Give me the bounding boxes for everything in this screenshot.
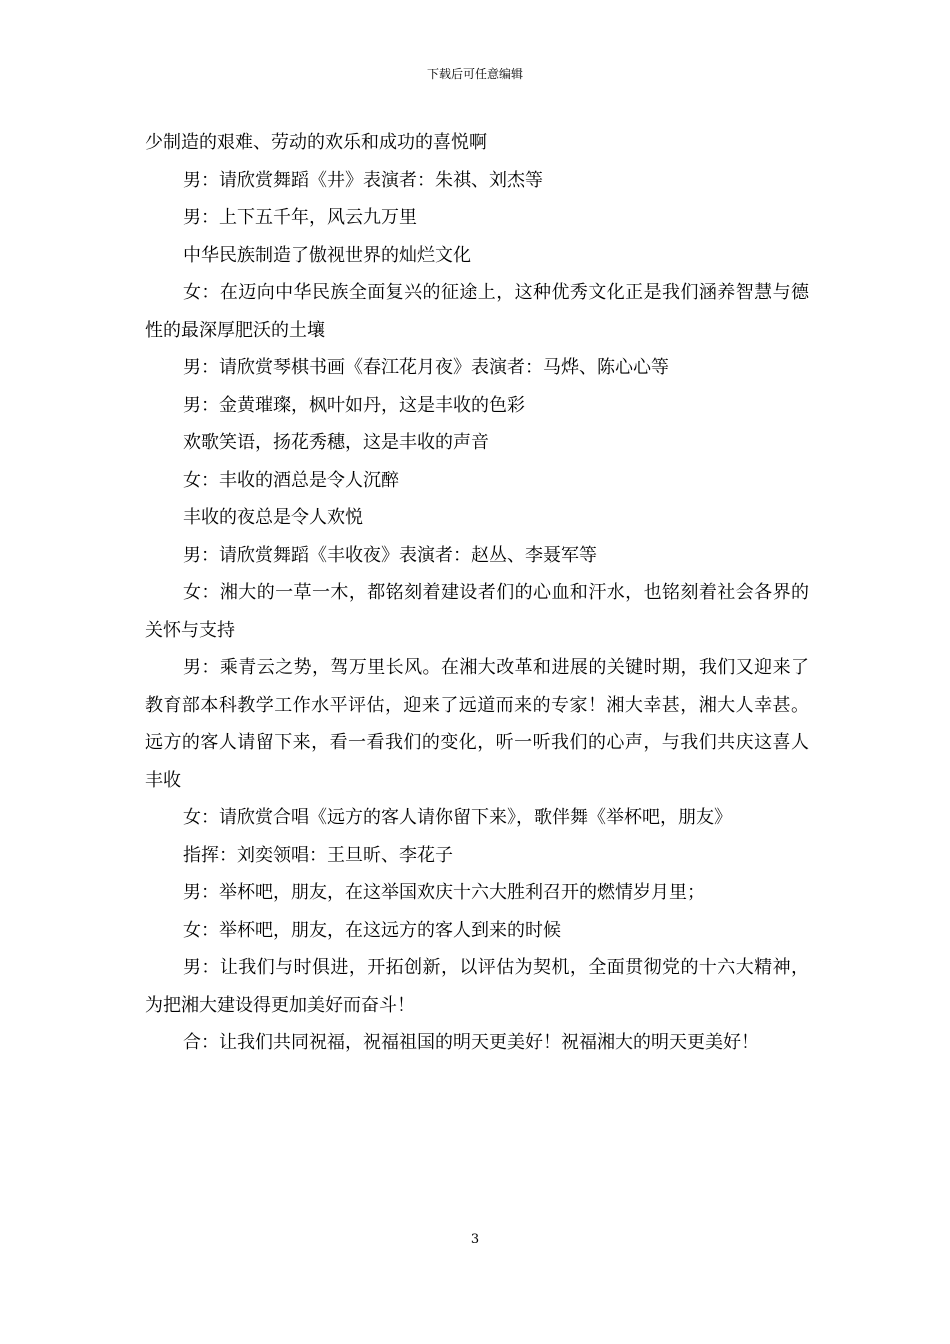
paragraph: 少制造的艰难、劳动的欢乐和成功的喜悦啊 <box>145 132 487 153</box>
paragraph: 丰收的夜总是令人欢悦 <box>183 507 363 528</box>
paragraph: 女：湘大的一草一木，都铭刻着建设者们的心血和汗水，也铭刻着社会各界的关怀与支持 <box>145 582 809 641</box>
paragraph: 中华民族制造了傲视世界的灿烂文化 <box>183 244 471 266</box>
page-number: 3 <box>470 1232 480 1247</box>
document-body <box>145 124 809 1062</box>
paragraph: 男：请欣赏琴棋书画《春江花月夜》表演者：马烨、陈心心等 <box>183 357 669 378</box>
page-header: 下载后可任意编辑 <box>426 67 523 81</box>
paragraph: 男：乘青云之势，驾万里长风。在湘大改革和进展的关键时期，我们又迎来了教育部本科教学工作水平评估，迎来了远道而来的专家！湘大幸甚，湘大人幸甚。远方的客人请留下来，看一看我们的变化，听一听我们的心声，与我们共庆这喜人丰收 <box>145 657 809 791</box>
paragraph: 合：让我们共同祝福，祝福祖国的明天更美好！祝福湘大的明天更美好！ <box>183 1032 759 1053</box>
paragraph: 男：让我们与时俱进，开拓创新，以评估为契机，全面贯彻党的十六大精神，为把湘大建设得更加美好而奋斗！ <box>145 957 809 1016</box>
paragraph: 女：请欣赏合唱《远方的客人请你留下来》，歌伴舞《举杯吧，朋友》 <box>183 807 732 828</box>
paragraph: 男：请欣赏舞蹈《井》表演者：朱祺、刘杰等 <box>183 169 543 191</box>
paragraph: 男：金黄璀璨，枫叶如丹，这是丰收的色彩 <box>183 394 525 416</box>
paragraph: 男：上下五千年，风云九万里 <box>183 207 417 228</box>
paragraph: 男：举杯吧，朋友，在这举国欢庆十六大胜利召开的燃情岁月里； <box>183 882 705 903</box>
paragraph: 指挥：刘奕领唱：王旦昕、李花子 <box>183 844 453 866</box>
paragraph: 女：在迈向中华民族全面复兴的征途上，这种优秀文化正是我们涵养智慧与德性的最深厚肥沃的土壤 <box>145 282 809 341</box>
paragraph: 女：丰收的酒总是令人沉醉 <box>183 469 399 491</box>
paragraph: 欢歌笑语，扬花秀穗，这是丰收的声音 <box>183 432 489 453</box>
paragraph: 女：举杯吧，朋友，在这远方的客人到来的时候 <box>183 919 561 941</box>
paragraph: 男：请欣赏舞蹈《丰收夜》表演者：赵丛、李聂军等 <box>183 544 597 566</box>
